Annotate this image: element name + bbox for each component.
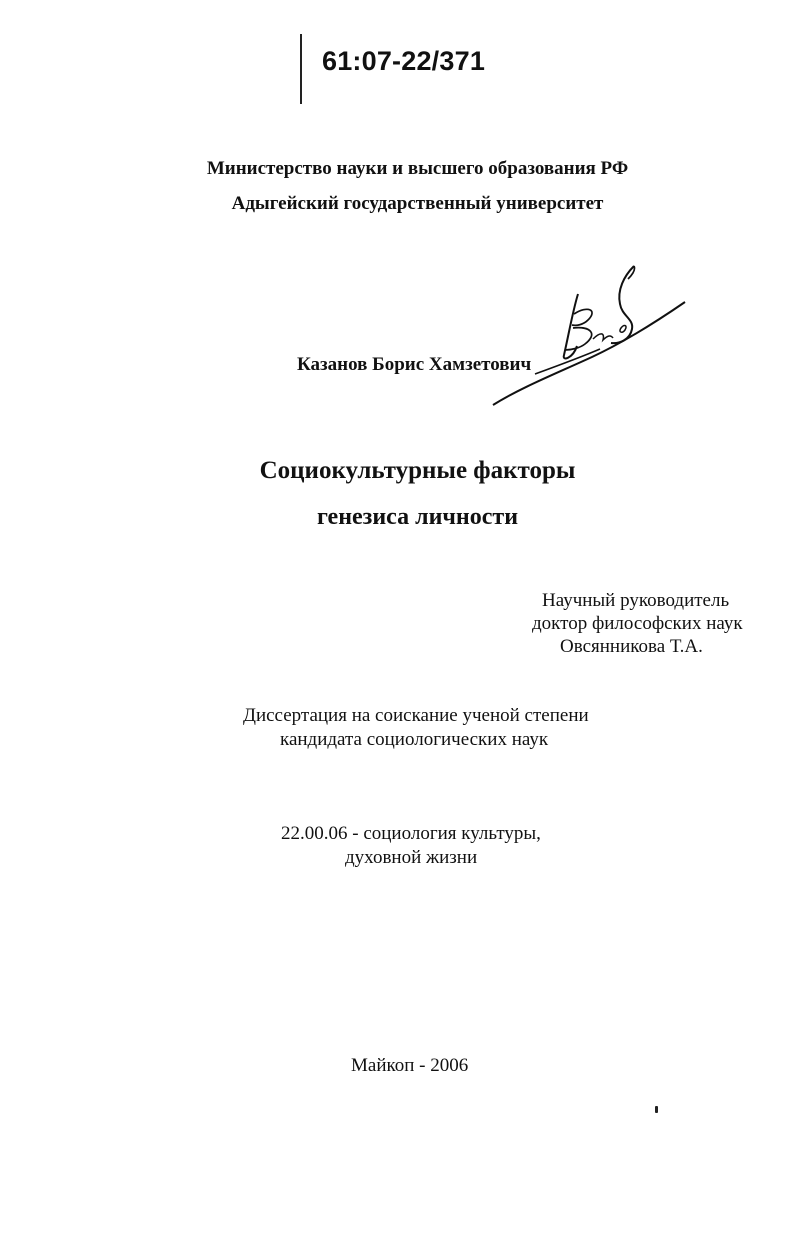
university-name: Адыгейский государственный университет (231, 193, 604, 214)
supervisor-degree: доктор философских наук (532, 613, 743, 634)
dissertation-type: Диссертация на соискание ученой степени (243, 705, 589, 726)
supervisor-role: Научный руководитель (542, 590, 730, 611)
ministry-name: Министерство науки и высшего образования РФ (206, 158, 629, 179)
author-signature (485, 262, 690, 417)
supervisor-name: Овсянникова Т.А. (560, 636, 703, 657)
scan-speck (655, 1106, 658, 1113)
dissertation-title-line-2: генезиса личности (316, 504, 519, 530)
degree-sought: кандидата социологических наук (280, 729, 549, 750)
author-name: Казанов Борис Хамзетович (297, 354, 532, 375)
catalog-number: 61:07-22/371 (322, 46, 486, 76)
specialty-code-line-2: духовной жизни (345, 847, 478, 868)
dissertation-title-line-1: Социокультурные факторы (259, 457, 576, 484)
catalog-stamp-divider (300, 34, 302, 104)
city-year: Майкоп - 2006 (351, 1055, 469, 1076)
specialty-code-line-1: 22.00.06 - социология культуры, (281, 823, 541, 844)
